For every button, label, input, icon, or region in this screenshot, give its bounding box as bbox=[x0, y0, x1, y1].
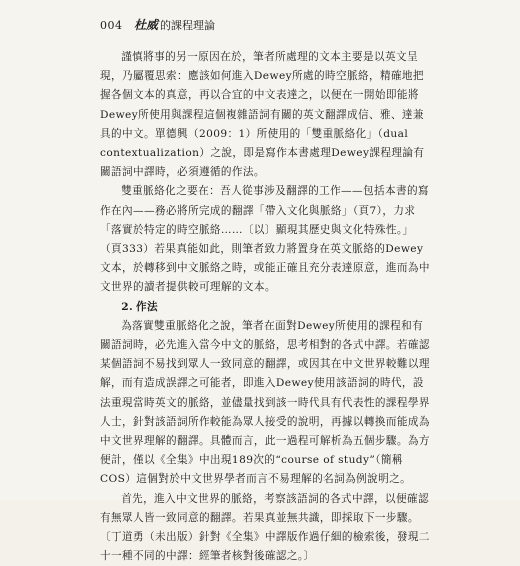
paragraph-4: 首先，進入中文世界的脈絡，考察該語詞的各式中譯，以便確認有無眾人皆一致同意的翻譯。若果真並無共識，即採取下一步驟。〔丁道勇（未出版）針對《全集》中譯版作過仔細的檢索後，發現二十一種不同的中譯：經筆者核對後確認之。〕 bbox=[100, 492, 430, 563]
paragraph-1: 謹慎將事的另一原因在於，筆者所處理的文本主要是以英文呈現，乃屬覆思索：應該如何進入Dewey所處的時空脈絡，精確地把握各個文本的真意，再以合宜的中文表達之，以便在一開始即能將Dewey所使用與課程這個複雜語詞有關的英文翻譯成信、雅、達兼具的中文。單德興（2009：1）所使用的「雙重脈絡化」（dual contextualization）之說，即是寫作本書處理Dewey課程理論有關語詞中譯時，必須遵循的作法。 bbox=[100, 51, 425, 179]
running-header bbox=[100, 16, 440, 34]
body-text bbox=[100, 48, 430, 566]
section-title: 作法 bbox=[136, 300, 159, 313]
section-number: 2. bbox=[121, 300, 134, 313]
running-title-emphasis: 杜威 bbox=[134, 18, 159, 32]
paragraph-2: 雙重脈絡化之要在：吾人從事涉及翻譯的工作——包括本書的寫作在內——務必將所完成的翻譯「帶入文化與脈絡」（頁7），力求「落實於特定的時空脈絡……〔以〕顯現其歷史與文化特殊性。」（頁333）若果真能如此，則筆者致力將置身在英文脈絡的Dewey文本，於轉移到中文脈絡之時，或能正確且充分表達原意，進而為中文世界的讀者提供較可理解的文本。 bbox=[100, 185, 430, 294]
paragraph-3: 為落實雙重脈絡化之說，筆者在面對Dewey所使用的課程和有關語詞時，必先進入當今中文的脈絡，思考相對的各式中譯。若確認某個語詞不易找到眾人一致同意的翻譯，或因其在中文世界較難以理解，而有造成誤譯之可能者，即進入Dewey使用該語詞的時代，設法重現當時英文的脈絡，並儘量找到該一時代具有代表性的課程學界人士，針對該語詞所作較能為眾人接受的說明，再據以轉換而能成為中文世界理解的翻譯。具體而言，此一過程可解析為五個步驟。為方便計，僅以《全集》中出現189次的“course of study”（簡稱COS）這個對於中文世界學者而言不易理解的名詞為例說明之。 bbox=[100, 319, 430, 486]
section-heading bbox=[100, 298, 430, 317]
page-number: 004 bbox=[100, 19, 123, 32]
running-title: 的課程理論 bbox=[160, 19, 216, 32]
